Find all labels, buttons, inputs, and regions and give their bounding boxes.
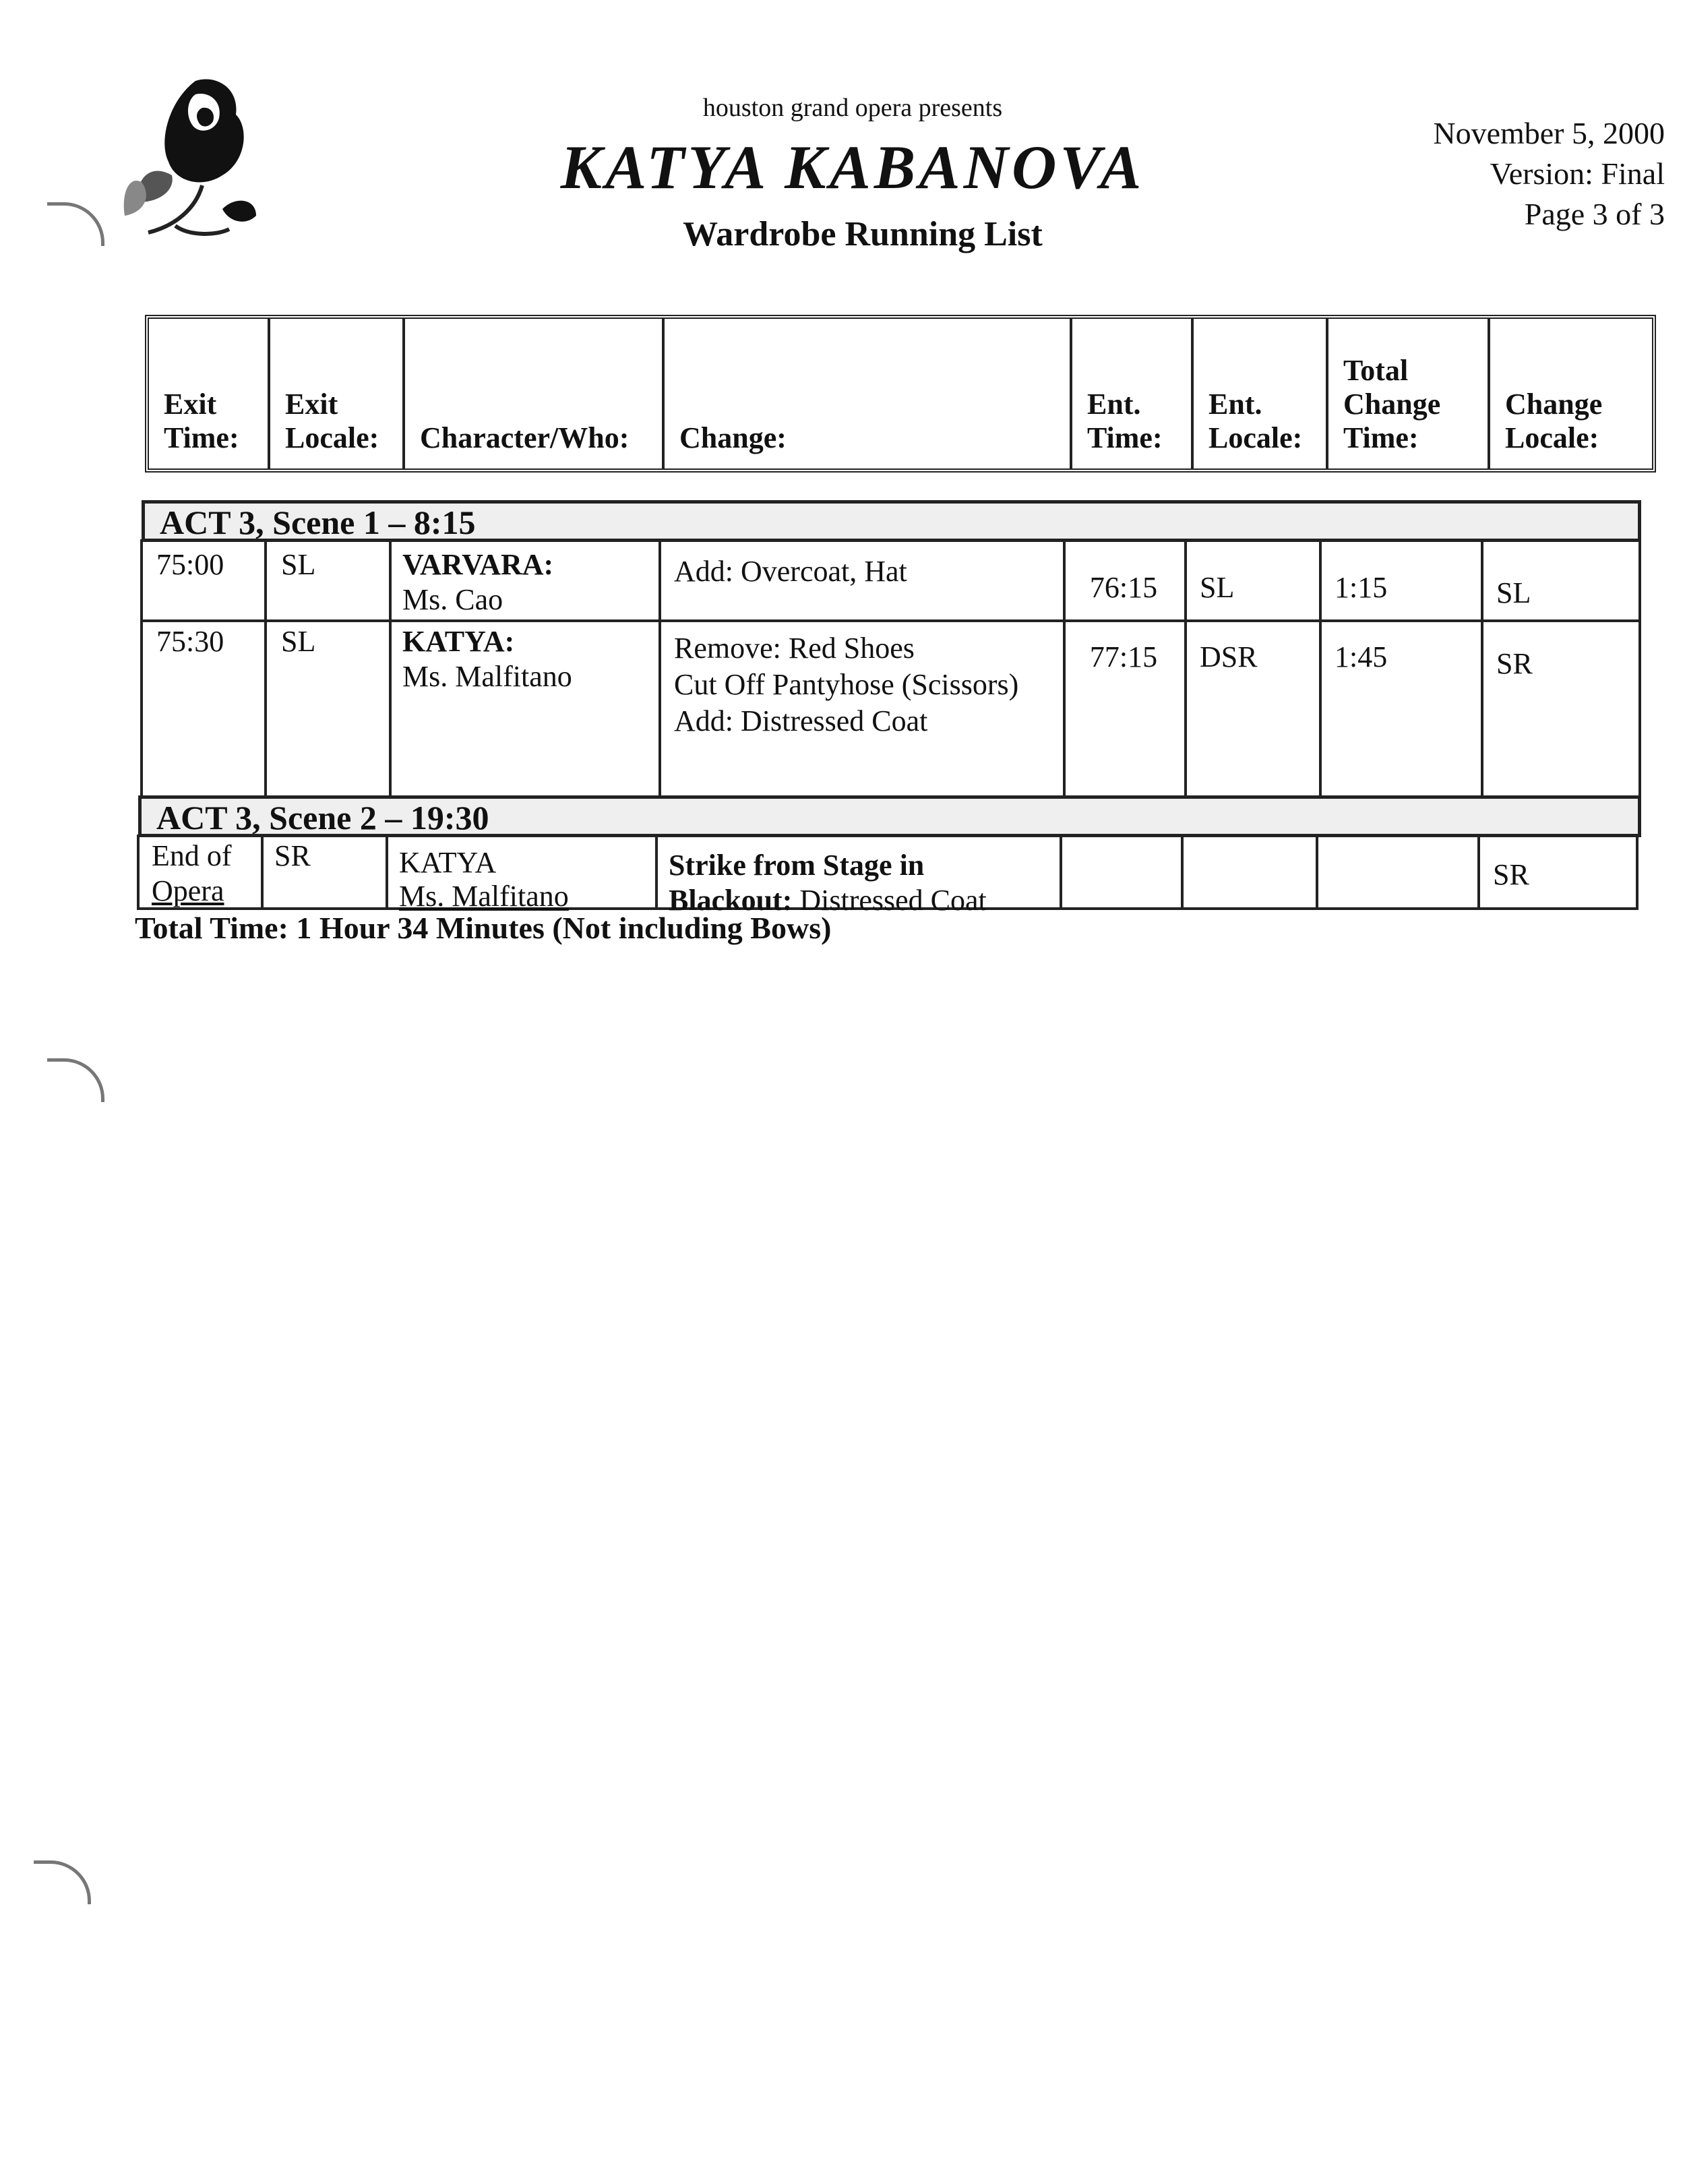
divider [1316, 837, 1318, 907]
change-cell: Strike from Stage in [669, 849, 925, 882]
scene-2-table [137, 835, 1638, 917]
scene-1-table [140, 539, 1641, 809]
document-version: Version: Final [1490, 156, 1665, 191]
scene-heading: ACT 3, Scene 1 – 8:15 [142, 500, 1641, 542]
change-locale-cell: SR [1493, 858, 1529, 891]
divider [389, 542, 392, 806]
divider [261, 837, 264, 907]
change-label: Blackout: [669, 884, 793, 917]
change-cell: Add: Distressed Coat [674, 704, 928, 737]
change-cell: Add: Overcoat, Hat [674, 555, 907, 588]
character-cell: VARVARA: [402, 548, 554, 581]
document-meta [1314, 113, 1665, 235]
divider [1181, 837, 1184, 907]
ent-time-cell: 77:15 [1089, 640, 1158, 673]
change-locale-cell: SL [1496, 576, 1531, 609]
binder-hole-bottom [34, 1860, 91, 1904]
divider [655, 837, 658, 907]
col-ent-locale: Ent. Locale: [1194, 319, 1328, 468]
rose-logo-icon [121, 74, 263, 243]
document-date: November 5, 2000 [1433, 116, 1665, 150]
total-change-time-cell: 1:15 [1335, 571, 1388, 604]
performer-cell: Ms. Malfitano [399, 880, 569, 913]
col-exit-time: Exit Time: [149, 319, 270, 468]
performer-cell: Ms. Cao [402, 583, 503, 616]
exit-time-cell: Opera [152, 874, 224, 907]
ent-time-cell: 76:15 [1089, 571, 1158, 604]
change-cell: Remove: Red Shoes [674, 632, 915, 665]
page-number: Page 3 of 3 [1524, 197, 1665, 231]
character-cell: KATYA: [402, 625, 515, 658]
exit-time-cell: 75:30 [156, 625, 224, 658]
divider [386, 837, 388, 907]
binder-hole-top [47, 202, 104, 246]
col-exit-locale: Exit Locale: [270, 319, 405, 468]
exit-time-cell: 75:00 [156, 548, 224, 581]
exit-locale-cell: SL [281, 625, 316, 658]
divider [264, 542, 267, 806]
divider [1481, 542, 1483, 806]
divider [1477, 837, 1480, 907]
exit-time-cell: End of [152, 839, 232, 872]
ent-locale-cell: DSR [1200, 640, 1258, 673]
scene-heading: ACT 3, Scene 2 – 19:30 [138, 795, 1641, 837]
change-locale-cell: SR [1496, 647, 1533, 680]
character-cell: KATYA [399, 846, 497, 879]
performer-cell: Ms. Malfitano [402, 660, 572, 693]
divider [143, 619, 1638, 622]
column-header-row [145, 315, 1656, 473]
col-ent-time: Ent. Time: [1072, 319, 1194, 468]
col-character: Character/Who: [405, 319, 665, 468]
total-time: Total Time: 1 Hour 34 Minutes (Not including Bows) [135, 911, 832, 945]
change-item: Distressed Coat [792, 884, 987, 917]
col-total-change-time: Total Change Time: [1328, 319, 1490, 468]
total-change-time-cell: 1:45 [1335, 640, 1388, 673]
presenter-line: houston grand opera presents [702, 94, 1003, 122]
col-change-locale: Change Locale: [1505, 388, 1603, 454]
col-change: Change: [665, 319, 1072, 468]
document-subtitle: Wardrobe Running List [683, 215, 1043, 253]
divider [1060, 837, 1062, 907]
exit-locale-cell: SL [281, 548, 316, 581]
exit-locale-cell: SR [274, 839, 311, 872]
divider [1184, 542, 1187, 806]
divider [658, 542, 661, 806]
ent-locale-cell: SL [1200, 571, 1235, 604]
divider [1319, 542, 1322, 806]
opera-title: KATYA KABANOVA [560, 133, 1145, 202]
binder-hole-middle [47, 1058, 104, 1102]
change-cell: Cut Off Pantyhose (Scissors) [674, 668, 1019, 701]
